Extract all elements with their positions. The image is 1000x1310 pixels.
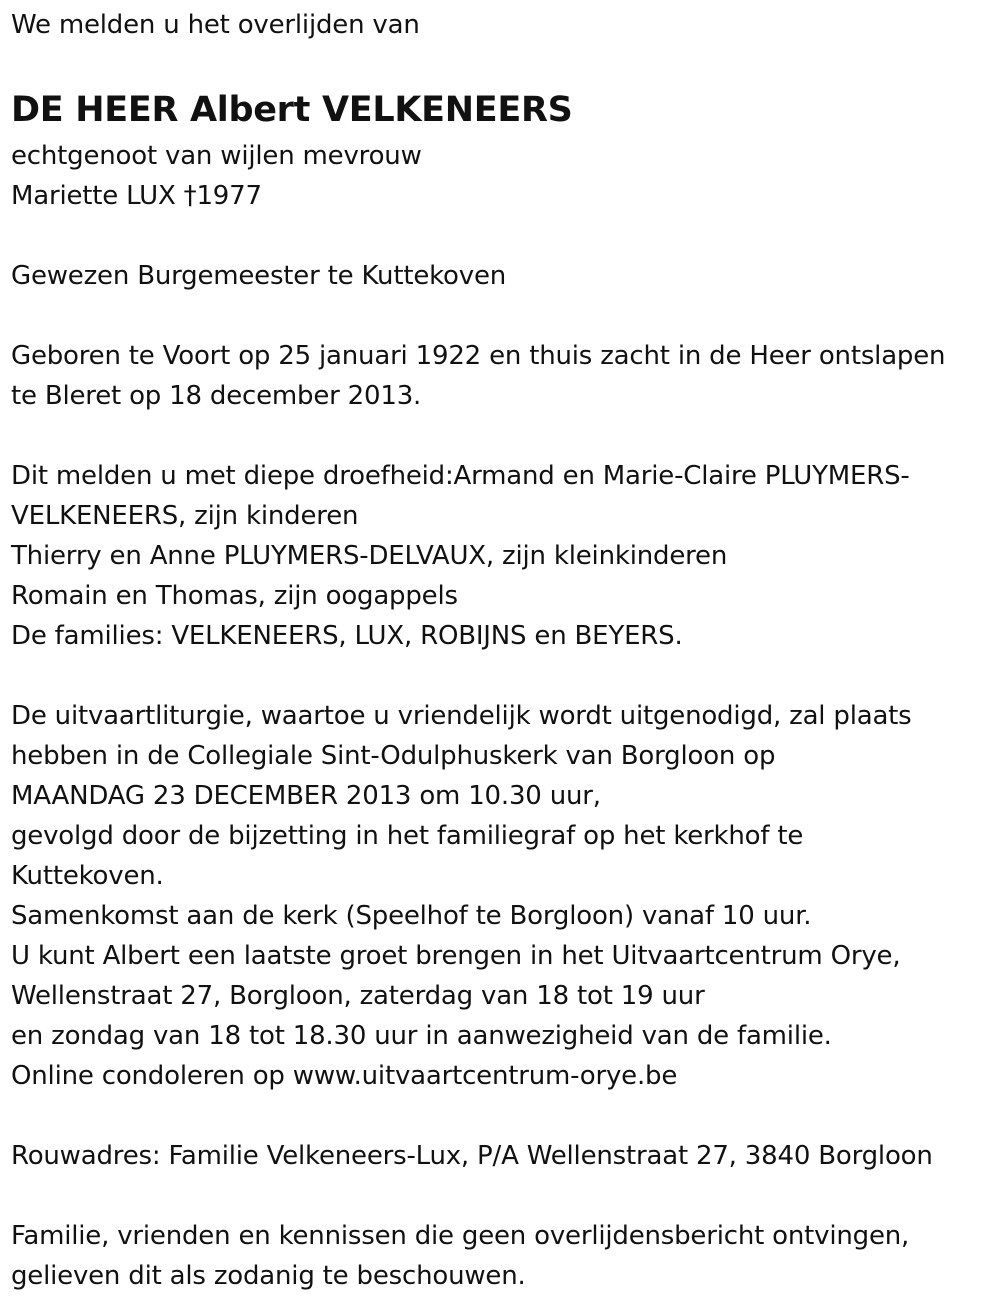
spouse-death-year: 1977	[196, 181, 262, 211]
closing-line: gelieven dit als zodanig te beschouwen.	[11, 1261, 526, 1291]
family-line: Romain en Thomas, zijn oogappels	[11, 581, 458, 611]
birth-line: Geboren te Voort op 25 januari 1922 en thuis zacht in de Heer ontslapen	[11, 341, 946, 371]
funeral-line: MAANDAG 23 DECEMBER 2013 om 10.30 uur,	[11, 781, 601, 811]
intro-text: We melden u het overlijden van	[11, 10, 420, 40]
funeral-line: gevolgd door de bijzetting in het familiegraf op het kerkhof te	[11, 821, 804, 851]
closing-line: Familie, vrienden en kennissen die geen overlijdensbericht ontvingen,	[11, 1221, 910, 1251]
deceased-name: DE HEER Albert VELKENEERS	[11, 90, 573, 130]
death-notice	[11, 0, 996, 1296]
former-title: Gewezen Burgemeester te Kuttekoven	[11, 261, 507, 291]
funeral-line: Wellenstraat 27, Borgloon, zaterdag van 18 tot 19 uur	[11, 981, 705, 1011]
funeral-line: Samenkomst aan de kerk (Speelhof te Borgloon) vanaf 10 uur.	[11, 901, 812, 931]
cross-icon: †	[183, 181, 197, 211]
family-line: VELKENEERS, zijn kinderen	[11, 501, 359, 531]
spouse-name: Mariette LUX	[11, 181, 176, 211]
condolence-link-line: Online condoleren op www.uitvaartcentrum-orye.be	[11, 1061, 678, 1091]
funeral-line: De uitvaartliturgie, waartoe u vriendelijk wordt uitgenodigd, zal plaats	[11, 701, 912, 731]
spouse-name-line	[11, 176, 996, 216]
mourning-address: Rouwadres: Familie Velkeneers-Lux, P/A Wellenstraat 27, 3840 Borgloon	[11, 1141, 933, 1171]
funeral-line: en zondag van 18 tot 18.30 uur in aanwezigheid van de familie.	[11, 1021, 832, 1051]
family-line: Dit melden u met diepe droefheid:Armand en Marie-Claire PLUYMERS-	[11, 461, 910, 491]
family-line: Thierry en Anne PLUYMERS-DELVAUX, zijn kleinkinderen	[11, 541, 728, 571]
funeral-line: U kunt Albert een laatste groet brengen in het Uitvaartcentrum Orye,	[11, 941, 901, 971]
family-line: De families: VELKENEERS, LUX, ROBIJNS en BEYERS.	[11, 621, 683, 651]
birth-line: te Bleret op 18 december 2013.	[11, 381, 422, 411]
funeral-line: hebben in de Collegiale Sint-Odulphuskerk van Borgloon op	[11, 741, 776, 771]
spouse-line: echtgenoot van wijlen mevrouw	[11, 141, 422, 171]
funeral-line: Kuttekoven.	[11, 861, 164, 891]
